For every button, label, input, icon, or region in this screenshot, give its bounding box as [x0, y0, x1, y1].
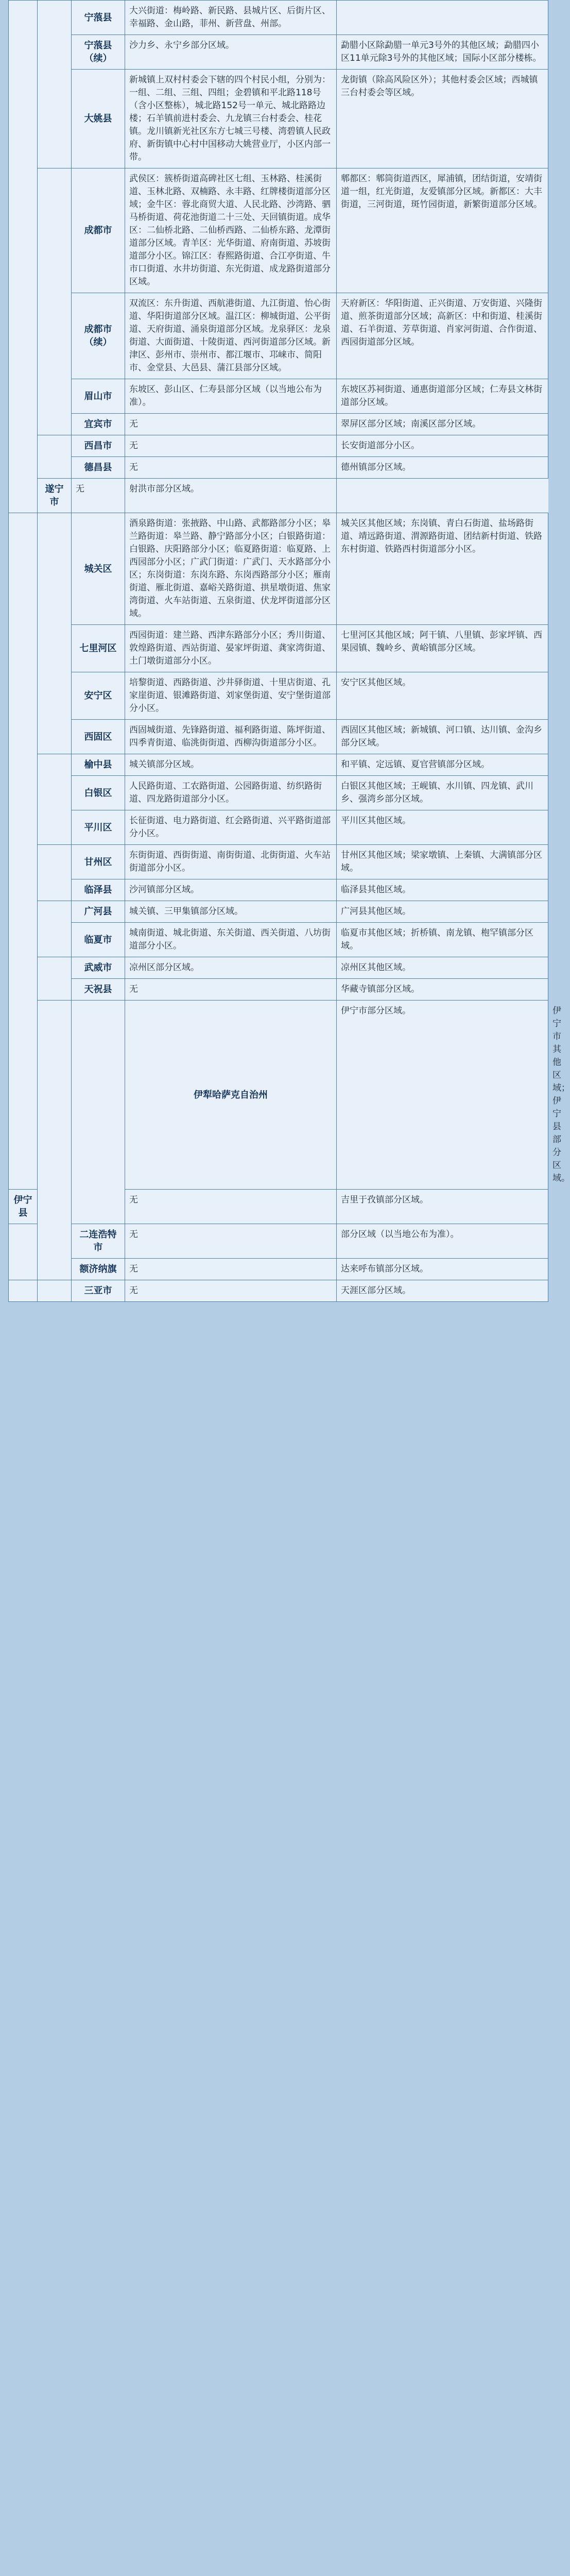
table-cell: 部分区域（以当地公布为准）。 [337, 1224, 548, 1259]
table-cell: 长安街道部分小区。 [337, 435, 548, 457]
table-cell: 无 [125, 1190, 337, 1224]
table-cell: 伊宁市部分区域。 [337, 1001, 548, 1190]
table-cell: 酒泉路街道：张掖路、中山路、武都路部分小区；皋兰路街道：皋兰路、静宁路部分小区；白银路街道：白银路、庆阳路部分小区；临夏路街道：临夏路、上西园部分小区；广武门街道：广武门、天水路部分小区；东岗街道：东岗东路、东岗西路部分小区；雁南街道、雁北街道、嘉峪关路街道、拱星墩街道、焦家湾街道、火车站街道、五泉街道、伏龙坪街道部分区域。 [125, 513, 337, 625]
table-row [9, 457, 548, 479]
table-row [9, 414, 548, 435]
table-row [9, 293, 548, 379]
table-cell-county: 临夏市 [72, 923, 125, 957]
table-cell: 大兴街道：梅岭路、新民路、县城片区、后街片区、幸福路、金山路，菲州、新营盘、州部。 [125, 1, 337, 35]
table-cell-prov [38, 1001, 72, 1280]
table-cell: 无 [125, 1259, 337, 1280]
risk-area-table [8, 0, 570, 1302]
table-row [9, 672, 548, 720]
table-cell: 射洪市部分区域。 [125, 479, 337, 513]
table-cell-county: 德昌县 [72, 457, 125, 479]
table-cell-city [38, 435, 72, 479]
table-row [9, 879, 548, 901]
table-row [9, 1280, 548, 1302]
table-cell-county: 宜宾市 [72, 414, 125, 435]
table-row: 伊犁哈萨克自治州 伊宁市部分区域。 伊宁市其他区域；伊宁县部分区域。 [9, 1001, 548, 1190]
table-cell: 安宁区其他区域。 [337, 672, 548, 720]
table-row [9, 168, 548, 293]
table-cell-county: 七里河区 [72, 625, 125, 672]
table-cell: 无 [72, 479, 125, 513]
table-cell: 长征街道、电力路街道、红会路街道、兴平路街道部分小区。 [125, 810, 337, 845]
table-cell-county: 武威市 [72, 957, 125, 979]
table-cell: 临夏市其他区域；折桥镇、南龙镇、枹罕镇部分区域。 [337, 923, 548, 957]
table-cell: 新城镇上双村村委会下辖的四个村民小组，分别为：一组、二组、三组、四组；金碧镇和平北路118号（含小区整栋），城北路152号一单元、城北路路边楼；石羊镇前进村委会、九龙镇三台村委会、桂花镇。龙川镇新光社区东方七城三号楼、湾碧镇人民政府、新街镇中心村中国移动大姚营业厅，小区内部一带。 [125, 70, 337, 168]
table-cell-county: 临泽县 [72, 879, 125, 901]
table-cell-city [38, 845, 72, 901]
table-cell-county: 三亚市 [72, 1280, 125, 1302]
table-cell-county: 宁蒗县 [72, 1, 125, 35]
table-row [9, 479, 548, 513]
table-row [9, 1, 548, 35]
table-cell-county: 宁蒗县（续） [72, 35, 125, 70]
table-cell-prov [9, 1, 38, 513]
table-cell-city [38, 168, 72, 435]
table-cell-county: 成都市（续） [72, 293, 125, 379]
table-cell-county: 西昌市 [72, 435, 125, 457]
table-cell: 沙河镇部分区域。 [125, 879, 337, 901]
table-cell: 七里河区其他区域；阿干镇、八里镇、彭家坪镇、西果园镇、魏岭乡、黄峪镇部分区域。 [337, 625, 548, 672]
table-cell: 城关镇部分区域。 [125, 754, 337, 776]
table-cell-county: 大姚县 [72, 70, 125, 168]
table-row [9, 901, 548, 923]
table-row [9, 957, 548, 979]
table-cell: 无 [125, 1280, 337, 1302]
table-cell-city [9, 1224, 38, 1280]
table-cell-city [38, 901, 72, 957]
table-cell: 东街街道、西街街道、南街街道、北街街道、火车站街道部分小区。 [125, 845, 337, 879]
table-row [9, 379, 548, 414]
table-cell: 无 [125, 979, 337, 1001]
table-cell: 城关镇、三甲集镇部分区域。 [125, 901, 337, 923]
table-cell-county: 二连浩特市 [72, 1224, 125, 1259]
table-cell: 双流区：东升街道、西航港街道、九江街道、怡心街道、华阳街道部分区域。温江区：柳城街道、公平街道、天府街道、涌泉街道部分区域。龙泉驿区：龙泉街道、大面街道、十陵街道、西河街道部分区域。新津区、彭州市、崇州市、都江堰市、邛崃市、简阳市、金堂县、大邑县、蒲江县部分区域。 [125, 293, 337, 379]
table-cell-city [38, 1280, 72, 1302]
table-cell: 吉里于孜镇部分区域。 [337, 1190, 548, 1224]
table-cell-city [38, 513, 72, 754]
table-row [9, 845, 548, 879]
table-cell: 广河县其他区域。 [337, 901, 548, 923]
table-cell: 天府新区：华阳街道、正兴街道、万安街道、兴隆街道、煎茶街道部分区域；高新区：中和街道、桂溪街道、石羊街道、芳草街道、肖家河街道、合作街道、西园街道部分区域。 [337, 293, 548, 379]
table-cell: 东坡区、彭山区、仁寿县部分区域（以当地公布为准）。 [125, 379, 337, 414]
table-cell: 人民路街道、工农路街道、公园路街道、纺织路街道、四龙路街道部分小区。 [125, 776, 337, 810]
table-row [9, 1259, 548, 1280]
table-row [9, 754, 548, 776]
table-cell: 凉州区部分区域。 [125, 957, 337, 979]
table-cell-county: 额济纳旗 [72, 1259, 125, 1280]
table-cell: 白银区其他区域；王岘镇、水川镇、四龙镇、武川乡、强湾乡部分区域。 [337, 776, 548, 810]
table-cell: 勐腊小区除勐腊一单元3号外的其他区域；勐腊四小区11单元除3号外的其他区域；国际小区部分楼栋。 [337, 35, 548, 70]
table-cell: 无 [125, 1224, 337, 1259]
table-cell-county: 榆中县 [72, 754, 125, 776]
table-cell: 临泽县其他区域。 [337, 879, 548, 901]
table-row [9, 435, 548, 457]
table-row [9, 810, 548, 845]
table-cell: 沙力乡、永宁乡部分区域。 [125, 35, 337, 70]
table-cell: 龙街镇（除高风险区外）；其他村委会区域；西城镇三台村委会等区域。 [337, 70, 548, 168]
table-cell-county: 白银区 [72, 776, 125, 810]
table-cell-prov [9, 1280, 38, 1302]
table-cell-county: 安宁区 [72, 672, 125, 720]
table-row [9, 979, 548, 1001]
table-row [9, 1224, 548, 1259]
table-cell-county: 天祝县 [72, 979, 125, 1001]
table-cell-city [72, 1001, 125, 1224]
table-row [9, 625, 548, 672]
table-cell [337, 1, 548, 35]
risk-area-table-body [9, 1, 570, 1302]
table-cell: 甘州区其他区域；梁家墩镇、上秦镇、大满镇部分区域。 [337, 845, 548, 879]
table-cell-county: 伊宁县 [9, 1190, 38, 1224]
table-cell: 达来呼布镇部分区域。 [337, 1259, 548, 1280]
table-cell: 东坡区苏祠街道、通惠街道部分区域；仁寿县文林街道部分区域。 [337, 379, 548, 414]
table-cell-county: 伊犁哈萨克自治州 [125, 1001, 337, 1190]
table-cell: 西固区其他区域；新城镇、河口镇、达川镇、金沟乡部分区域。 [337, 720, 548, 754]
table-cell: 培黎街道、西路街道、沙井驿街道、十里店街道、孔家崖街道、银滩路街道、刘家堡街道、安宁堡街道部分小区。 [125, 672, 337, 720]
table-cell: 华藏寺镇部分区域。 [337, 979, 548, 1001]
table-row [9, 776, 548, 810]
table-cell-county: 遂宁市 [38, 479, 72, 513]
table-cell: 凉州区其他区域。 [337, 957, 548, 979]
table-cell: 天涯区部分区域。 [337, 1280, 548, 1302]
table-cell-county: 平川区 [72, 810, 125, 845]
table-cell: 和平镇、定远镇、夏官营镇部分区域。 [337, 754, 548, 776]
table-cell-city [38, 1, 72, 168]
table-cell: 西园街道：建兰路、西津东路部分小区；秀川街道、敦煌路街道、西站街道、晏家坪街道、龚家湾街道、土门墩街道部分小区。 [125, 625, 337, 672]
table-row [9, 70, 548, 168]
table-cell: 平川区其他区域。 [337, 810, 548, 845]
table-row [9, 513, 548, 625]
table-cell: 无 [125, 435, 337, 457]
table-cell: 西固城街道、先锋路街道、福利路街道、陈坪街道、四季青街道、临洮街街道、西柳沟街道部分小区。 [125, 720, 337, 754]
table-cell-city [38, 754, 72, 845]
table-cell-county: 眉山市 [72, 379, 125, 414]
table-row [9, 923, 548, 957]
table-cell-county: 甘州区 [72, 845, 125, 879]
table-cell: 武侯区：簇桥街道高碑社区七组、玉林路、桂溪街道、玉林北路、双楠路、永丰路、红牌楼街道部分区域；金牛区：蓉北商贸大道、人民北路、沙湾路、驷马桥街道、荷花池街道二十三处、天回镇街道。成华区：二仙桥北路、二仙桥西路、二仙桥东路、龙潭街道部分区域。青羊区：光华街道、府南街道、苏坡街道部分小区。锦江区：春熙路街道、合江亭街道、牛市口街道、水井坊街道、东光街道、成龙路街道部分区域。 [125, 168, 337, 293]
table-cell-county: 城关区 [72, 513, 125, 625]
table-cell: 郫都区：郫筒街道西区，犀浦镇，团结街道，安靖街道一组，红光街道，友爱镇部分区域。新都区：大丰街道，三河街道，斑竹园街道，新繁街道部分区域。 [337, 168, 548, 293]
table-row [9, 720, 548, 754]
table-cell: 城关区其他区域；东岗镇、青白石街道、盐场路街道、靖远路街道、渭源路街道、团结新村街道、铁路东村街道、铁路西村街道部分小区。 [337, 513, 548, 625]
table-cell-prov [9, 513, 38, 1190]
table-cell-county: 广河县 [72, 901, 125, 923]
table-cell: 无 [125, 414, 337, 435]
table-cell-county: 西固区 [72, 720, 125, 754]
table-row [9, 35, 548, 70]
table-cell-county: 成都市 [72, 168, 125, 293]
table-cell-city [38, 957, 72, 1001]
table-cell: 翠屏区部分区域；南溪区部分区域。 [337, 414, 548, 435]
table-cell: 德州镇部分区域。 [337, 457, 548, 479]
table-cell: 无 [125, 457, 337, 479]
table-cell: 城南街道、城北街道、东关街道、西关街道、八坊街道部分小区。 [125, 923, 337, 957]
